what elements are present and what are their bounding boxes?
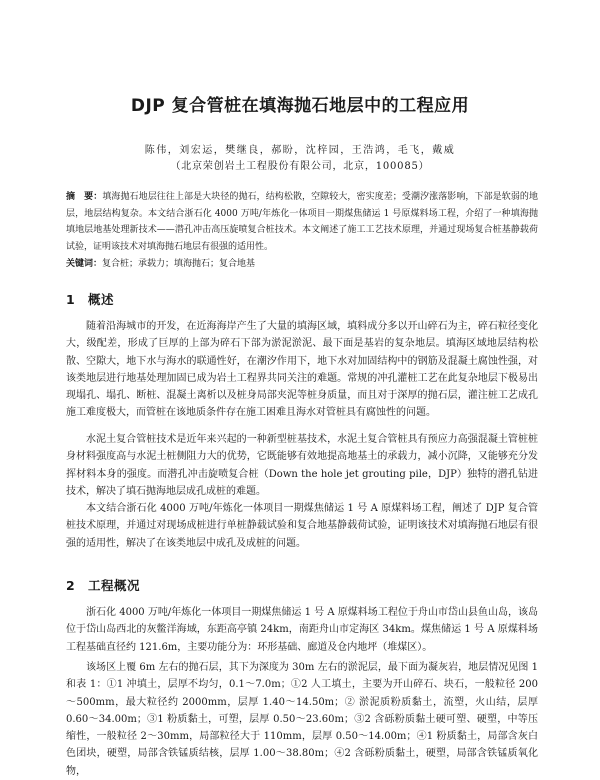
- section-2-title: 工程概况: [88, 578, 141, 593]
- keywords: [66, 256, 538, 272]
- abstract: [66, 189, 538, 255]
- section-1-paragraph-1: 随着沿海城市的开发，在近海海岸产生了大量的填海区域，填料成分多以开山碎石为主，碎石粒径变化大，级配差，形成了巨厚的上部为碎石下部为淤泥淤泥、最下面是基岩的复杂地层。填海区域地层结构松散、空隙大，地下水与海水的联通性好，在潮汐作用下，地下水对加固结构中的钢筋及混凝土腐蚀性强，对该类地层进行地基处理加固已成为岩土工程界共同关注的难题。常规的冲孔灌桩工艺在此复杂地层下极易出现塌孔、塌孔、断桩、混凝土离析以及桩身局部夹泥等桩身质量，而且对于深厚的抛石层，灌注桩工艺成孔施工难度极大，而管桩在该地质条件存在施工困难且海水对管桩具有腐蚀性的问题。: [66, 321, 538, 419]
- keywords-label: 关键词：: [66, 259, 103, 269]
- paper-title: DJP 复合管桩在填海抛石地层中的工程应用: [130, 96, 470, 116]
- section-2-number: 2: [66, 578, 76, 593]
- abstract-label: 摘 要：: [66, 192, 103, 202]
- section-1-paragraph-2: 水泥土复合管桩技术是近年来兴起的一种新型桩基技术，水泥土复合管桩具有预应力高强混凝土管桩桩身材料强度高与水泥土桩侧阻力大的优势，它既能够有效地提高地基土的承载力，减小沉降，又能够充分发挥材料本身的强度。而潜孔冲击旋喷复合桩（Down the hole jet grouting pile，DJP）独特的潜孔钻进技术，解决了填石抛海地层成孔成桩的难题。: [66, 434, 538, 497]
- keywords-text: 复合桩；承载力；填海抛石；复合地基: [102, 259, 256, 269]
- affiliation: （北京荣创岩土工程股份有限公司，北京，100085）: [170, 161, 430, 172]
- section-2-paragraph-2: 该场区上覆 6m 左右的抛石层，其下为深度为 30m 左右的淤泥层，最下面为凝灰岩，地层情况见图 1 和表 1：①1 冲填土，层厚不均匀，0.1～7.0m；①2 人工填土，主要为开山碎石、块石，一般粒径 200～500mm，最大粒径约 2000mm，层厚 1.40～14.50m；② 淤泥质粉质黏土，流塑，火山结，层厚 0.60～34.00m；③1 粉质黏土，可塑，层厚 0.50～23.60m；③2 含砾粉质黏土硬可塑、硬塑，中等压缩性，一般粒径 2～30mm，局部粒径大于 110mm，层厚 0.50～14.00m；④1 粉质黏土，局部含灰白色团块，硬塑，局部含铁锰质结核，层厚 1.00～38.80m；④2 含砾粉质黏土，硬塑，局部含铁锰质氧化物，: [66, 662, 538, 777]
- author-list: 陈伟，刘宏运，樊继良，郝盼，沈梓园，王浩鸿，毛飞，戴威: [144, 145, 456, 156]
- section-1-heading: [66, 290, 114, 308]
- section-1-number: 1: [66, 292, 76, 307]
- section-2-paragraph-1: 浙石化 4000 万吨/年炼化一体项目一期煤焦储运 1 号 A 原煤料场工程位于舟山市岱山县鱼山岛，该岛位于岱山岛西北的灰鳖洋海域，东距高亭镇 24km，南距舟山市定海区 34km。煤焦储运 1 号 A 原煤料场工程基础直径约 121.6m，主要功能分为：环形基础、廊道及仓内地坪（堆煤区）。: [66, 607, 538, 653]
- section-2-heading: [66, 576, 140, 594]
- section-1-paragraph-3: 本文结合浙石化 4000 万吨/年炼化一体项目一期煤焦储运 1 号 A 原煤料场工程，阐述了 DJP 复合管桩技术原理，并通过对现场成桩进行单桩静载试验和复合地基静载荷试验，证明该技术对填海抛石地层有很强的适用性，解决了在该类地层中成孔及成桩的问题。: [66, 503, 538, 549]
- abstract-text: 填海抛石地层往往上部是大块径的抛石，结构松散，空隙较大，密实度差；受潮汐涨落影响，下部是软弱的地层，地层结构复杂。本文结合浙石化 4000 万吨/年炼化一体项目一期煤焦储运 1 号原煤料场工程，介绍了一种填海抛填地层地基处理新技术——潜孔冲击高压旋喷复合桩技术。本文阐述了施工工艺技术原理，并通过现场复合桩基静载荷试验，证明该技术对填海抛石地层有很强的适用性。: [66, 192, 538, 252]
- section-1-title: 概述: [88, 292, 115, 307]
